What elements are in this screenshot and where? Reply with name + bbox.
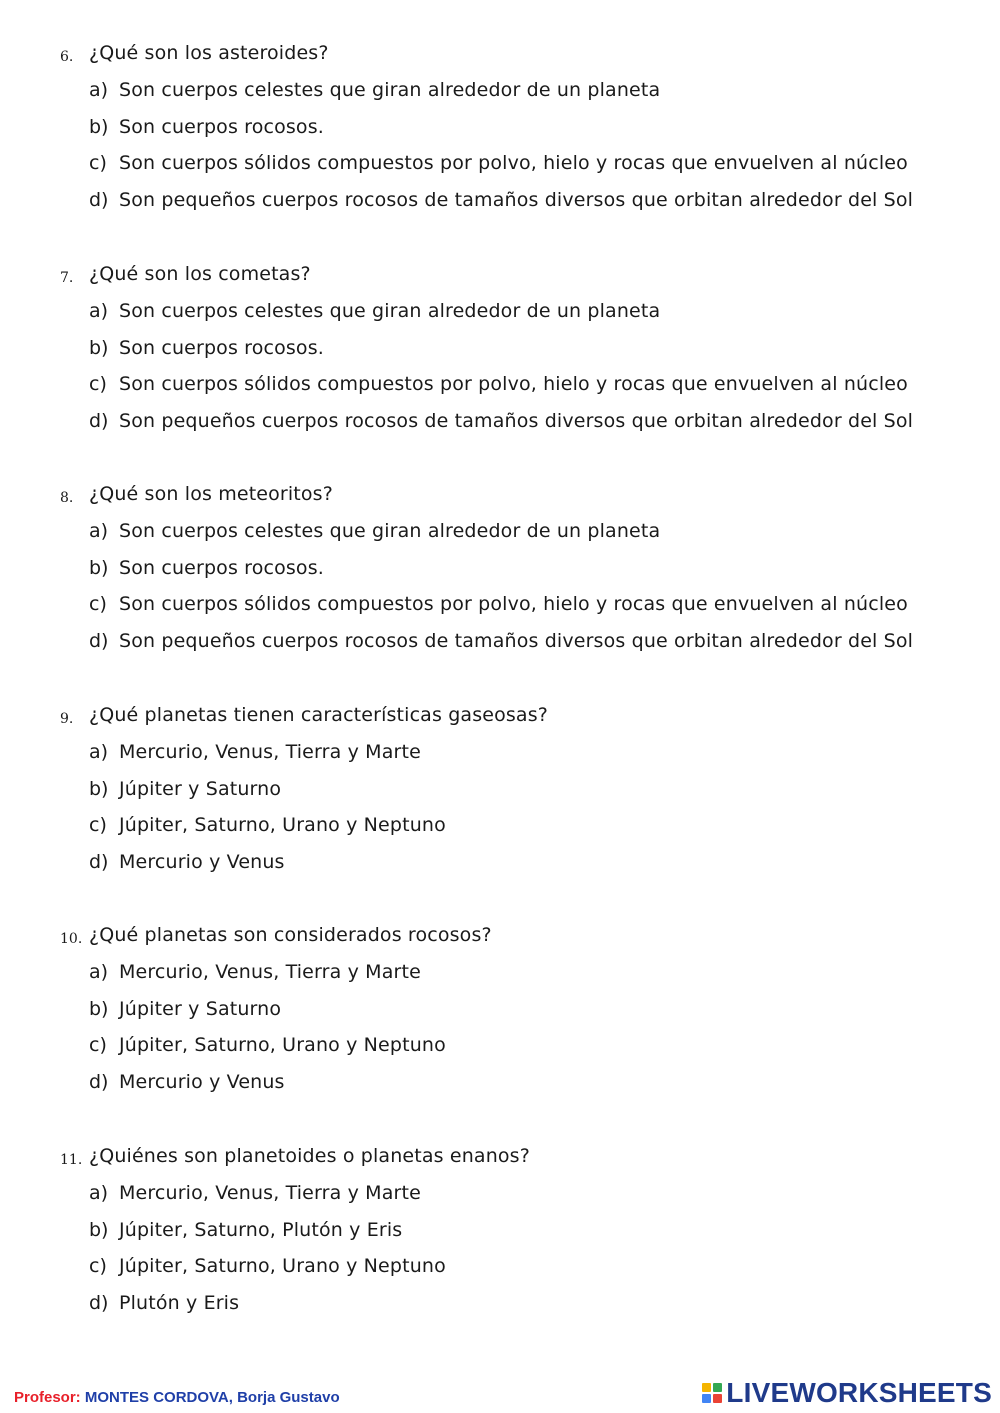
question-line [0, 481, 1000, 518]
option-text: Plutón y Eris [119, 1291, 240, 1314]
option-letter: d) [89, 1291, 109, 1314]
option-letter: d) [89, 1070, 109, 1093]
teacher-label: Profesor: [14, 1389, 81, 1406]
option-letter: a) [89, 961, 109, 983]
option-c[interactable] [0, 1253, 1000, 1290]
question-7 [0, 261, 1000, 444]
option-a[interactable] [0, 77, 1000, 114]
question-number: 10. [60, 931, 83, 947]
option-text: Son cuerpos sólidos compuestos por polvo, hielo y rocas que envuelven al núcleo [119, 373, 908, 396]
option-letter: c) [89, 1255, 107, 1278]
option-d[interactable] [0, 187, 1000, 224]
option-letter: b) [89, 997, 109, 1020]
option-text: Son cuerpos rocosos. [119, 115, 324, 138]
option-d[interactable] [0, 1069, 1000, 1106]
option-text: Júpiter, Saturno, Urano y Neptuno [119, 1034, 446, 1057]
question-number: 11. [60, 1152, 83, 1168]
option-d[interactable] [0, 408, 1000, 445]
question-line [0, 40, 1000, 77]
option-letter: b) [89, 777, 109, 800]
question-line [0, 1143, 1000, 1180]
option-text: Mercurio y Venus [119, 1070, 285, 1093]
option-d[interactable] [0, 1290, 1000, 1327]
option-b[interactable] [0, 335, 1000, 372]
option-text: Son cuerpos celestes que giran alrededor de un planeta [119, 520, 661, 542]
option-letter: b) [89, 1218, 109, 1241]
liveworksheets-logo[interactable] [702, 1377, 992, 1409]
option-d[interactable] [0, 849, 1000, 886]
option-b[interactable] [0, 114, 1000, 151]
question-number: 6. [60, 49, 74, 65]
option-text: Son pequeños cuerpos rocosos de tamaños diversos que orbitan alrededor del Sol [119, 188, 914, 211]
question-text: ¿Qué planetas son considerados rocosos? [89, 924, 492, 946]
option-letter: c) [89, 593, 107, 616]
option-c[interactable] [0, 812, 1000, 849]
option-letter: b) [89, 115, 109, 138]
option-c[interactable] [0, 591, 1000, 628]
option-letter: d) [89, 409, 109, 432]
option-b[interactable] [0, 1217, 1000, 1254]
question-text: ¿Qué son los asteroides? [89, 42, 329, 64]
option-text: Júpiter, Saturno, Urano y Neptuno [119, 1255, 446, 1278]
option-c[interactable] [0, 1032, 1000, 1069]
option-text: Mercurio, Venus, Tierra y Marte [119, 741, 421, 763]
option-letter: c) [89, 373, 107, 396]
teacher-name: MONTES CORDOVA, Borja Gustavo [84, 1389, 340, 1406]
option-text: Son cuerpos rocosos. [119, 556, 324, 579]
option-text: Son pequeños cuerpos rocosos de tamaños diversos que orbitan alrededor del Sol [119, 409, 914, 432]
option-letter: d) [89, 850, 109, 873]
option-a[interactable] [0, 518, 1000, 555]
question-number: 8. [60, 490, 74, 506]
option-b[interactable] [0, 776, 1000, 813]
option-c[interactable] [0, 371, 1000, 408]
question-11 [0, 1143, 1000, 1326]
liveworksheets-logo-icon [702, 1383, 722, 1403]
option-d[interactable] [0, 628, 1000, 665]
option-letter: c) [89, 814, 107, 837]
option-c[interactable] [0, 150, 1000, 187]
option-text: Mercurio y Venus [119, 850, 285, 873]
option-text: Mercurio, Venus, Tierra y Marte [119, 1182, 421, 1204]
option-text: Son cuerpos celestes que giran alrededor de un planeta [119, 300, 661, 322]
question-number: 9. [60, 711, 74, 727]
option-text: Son pequeños cuerpos rocosos de tamaños diversos que orbitan alrededor del Sol [119, 629, 914, 652]
option-text: Júpiter y Saturno [119, 997, 282, 1020]
option-letter: b) [89, 336, 109, 359]
teacher-credit [14, 1389, 340, 1406]
option-letter: d) [89, 629, 109, 652]
option-letter: a) [89, 79, 109, 101]
option-text: Son cuerpos rocosos. [119, 336, 324, 359]
option-letter: a) [89, 1182, 109, 1204]
question-8 [0, 481, 1000, 664]
option-text: Son cuerpos sólidos compuestos por polvo, hielo y rocas que envuelven al núcleo [119, 593, 908, 616]
question-10 [0, 922, 1000, 1105]
question-text: ¿Qué planetas tienen características gaseosas? [89, 704, 549, 726]
option-a[interactable] [0, 959, 1000, 996]
option-b[interactable] [0, 996, 1000, 1033]
option-letter: d) [89, 188, 109, 211]
option-letter: a) [89, 300, 109, 322]
question-text: ¿Qué son los cometas? [89, 263, 311, 285]
option-letter: a) [89, 741, 109, 763]
question-text: ¿Quiénes son planetoides o planetas enanos? [89, 1145, 530, 1167]
option-text: Mercurio, Venus, Tierra y Marte [119, 961, 421, 983]
question-number: 7. [60, 270, 74, 286]
option-b[interactable] [0, 555, 1000, 592]
question-line [0, 922, 1000, 959]
option-letter: a) [89, 520, 109, 542]
option-letter: c) [89, 152, 107, 175]
question-6 [0, 40, 1000, 223]
option-text: Júpiter y Saturno [119, 777, 282, 800]
brand-name: LIVEWORKSHEETS [726, 1377, 992, 1408]
option-text: Júpiter, Saturno, Plutón y Eris [119, 1218, 403, 1241]
option-letter: c) [89, 1034, 107, 1057]
option-text: Júpiter, Saturno, Urano y Neptuno [119, 814, 446, 837]
option-text: Son cuerpos celestes que giran alrededor de un planeta [119, 79, 661, 101]
option-a[interactable] [0, 1180, 1000, 1217]
option-letter: b) [89, 556, 109, 579]
question-line [0, 702, 1000, 739]
question-line [0, 261, 1000, 298]
option-a[interactable] [0, 298, 1000, 335]
question-text: ¿Qué son los meteoritos? [89, 483, 333, 505]
question-9 [0, 702, 1000, 885]
option-text: Son cuerpos sólidos compuestos por polvo, hielo y rocas que envuelven al núcleo [119, 152, 908, 175]
option-a[interactable] [0, 739, 1000, 776]
